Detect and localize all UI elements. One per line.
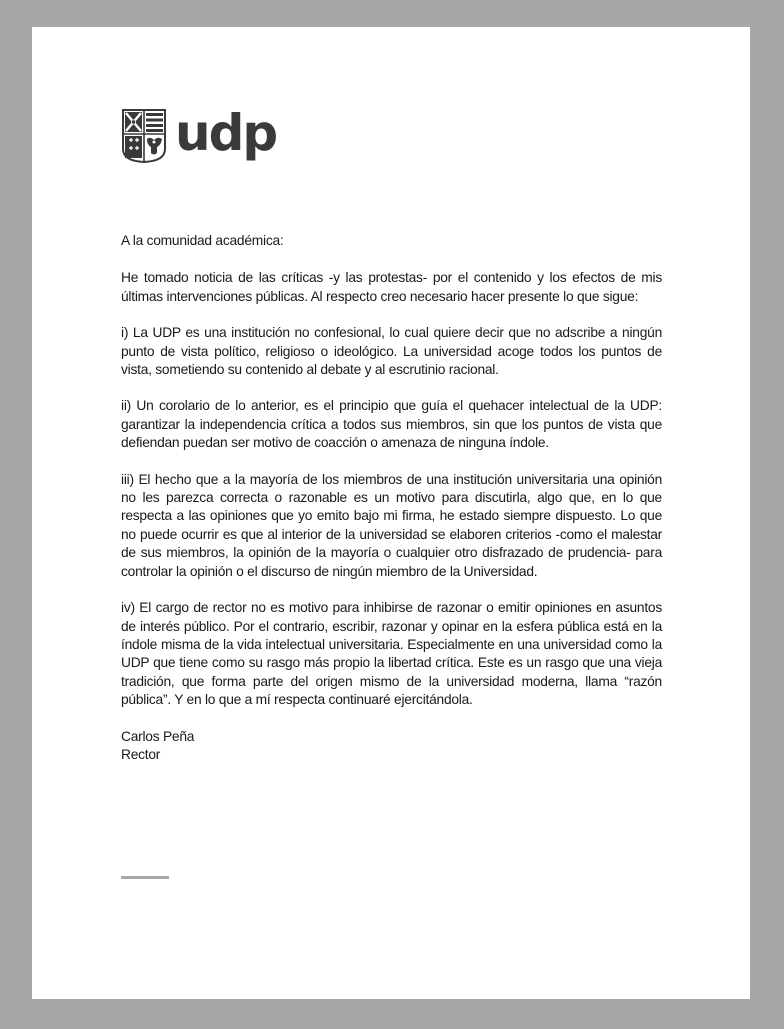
letter-body — [121, 232, 662, 764]
point-i-paragraph: i) La UDP es una institución no confesional, lo cual quiere decir que no adscribe a ningún punto de vista político, religioso o ideológico. La universidad acoge todos los puntos de vista, sometiendo su contenido al debate y al escrutinio racional. — [121, 325, 662, 378]
point-ii-paragraph: ii) Un corolario de lo anterior, es el principio que guía el quehacer intelectual de la UDP: garantizar la independencia crítica a todos sus miembros, sin que los puntos de vista que defiendan puedan ser motivo de coacción o amenaza de ninguna índole. — [121, 398, 662, 451]
letter-page — [32, 27, 750, 999]
signature-block — [121, 728, 662, 765]
signature-rule — [121, 876, 169, 879]
signatory-name: Carlos Peña — [121, 728, 195, 744]
salutation: A la comunidad académica: — [121, 233, 284, 248]
intro-paragraph: He tomado noticia de las críticas -y las protestas- por el contenido y los efectos de mis últimas intervenciones públicas. Al respecto creo necesario hacer presente lo que sigue: — [121, 270, 662, 304]
point-iii-paragraph: iii) El hecho que a la mayoría de los miembros de una institución universitaria una opinión no les parezca correcta o razonable es un motivo para discutirla, algo que, en lo que respecta a las opiniones que yo emito bajo mi firma, he estado siempre dispuesto. Lo que no puede ocurrir es que al interior de la universidad se elaboren criterios -como el malestar de sus miembros, la opinión de la mayoría o cualquier otro disfrazado de prudencia- para controlar la opinión o el discurso de ningún miembro de la Universidad. — [121, 471, 662, 579]
point-iv-paragraph: iv) El cargo de rector no es motivo para inhibirse de razonar o emitir opiniones en asuntos de interés público. Por el contrario, escribir, razonar y opinar en la esfera pública está en la índole misma de la vida intelectual universitaria. Especialmente en una universidad como la UDP que tiene como su rasgo más propio la libertad crítica. Este es un rasgo que una vieja tradición, que forma parte del origen mismo de la universidad moderna, llama “razón pública”. Y en lo que a mí respecta continuaré ejercitándola. — [121, 600, 662, 708]
university-crest-icon — [122, 109, 166, 163]
udp-logo — [122, 104, 277, 163]
signatory-title: Rector — [121, 746, 161, 762]
udp-wordmark: udp — [175, 104, 277, 162]
